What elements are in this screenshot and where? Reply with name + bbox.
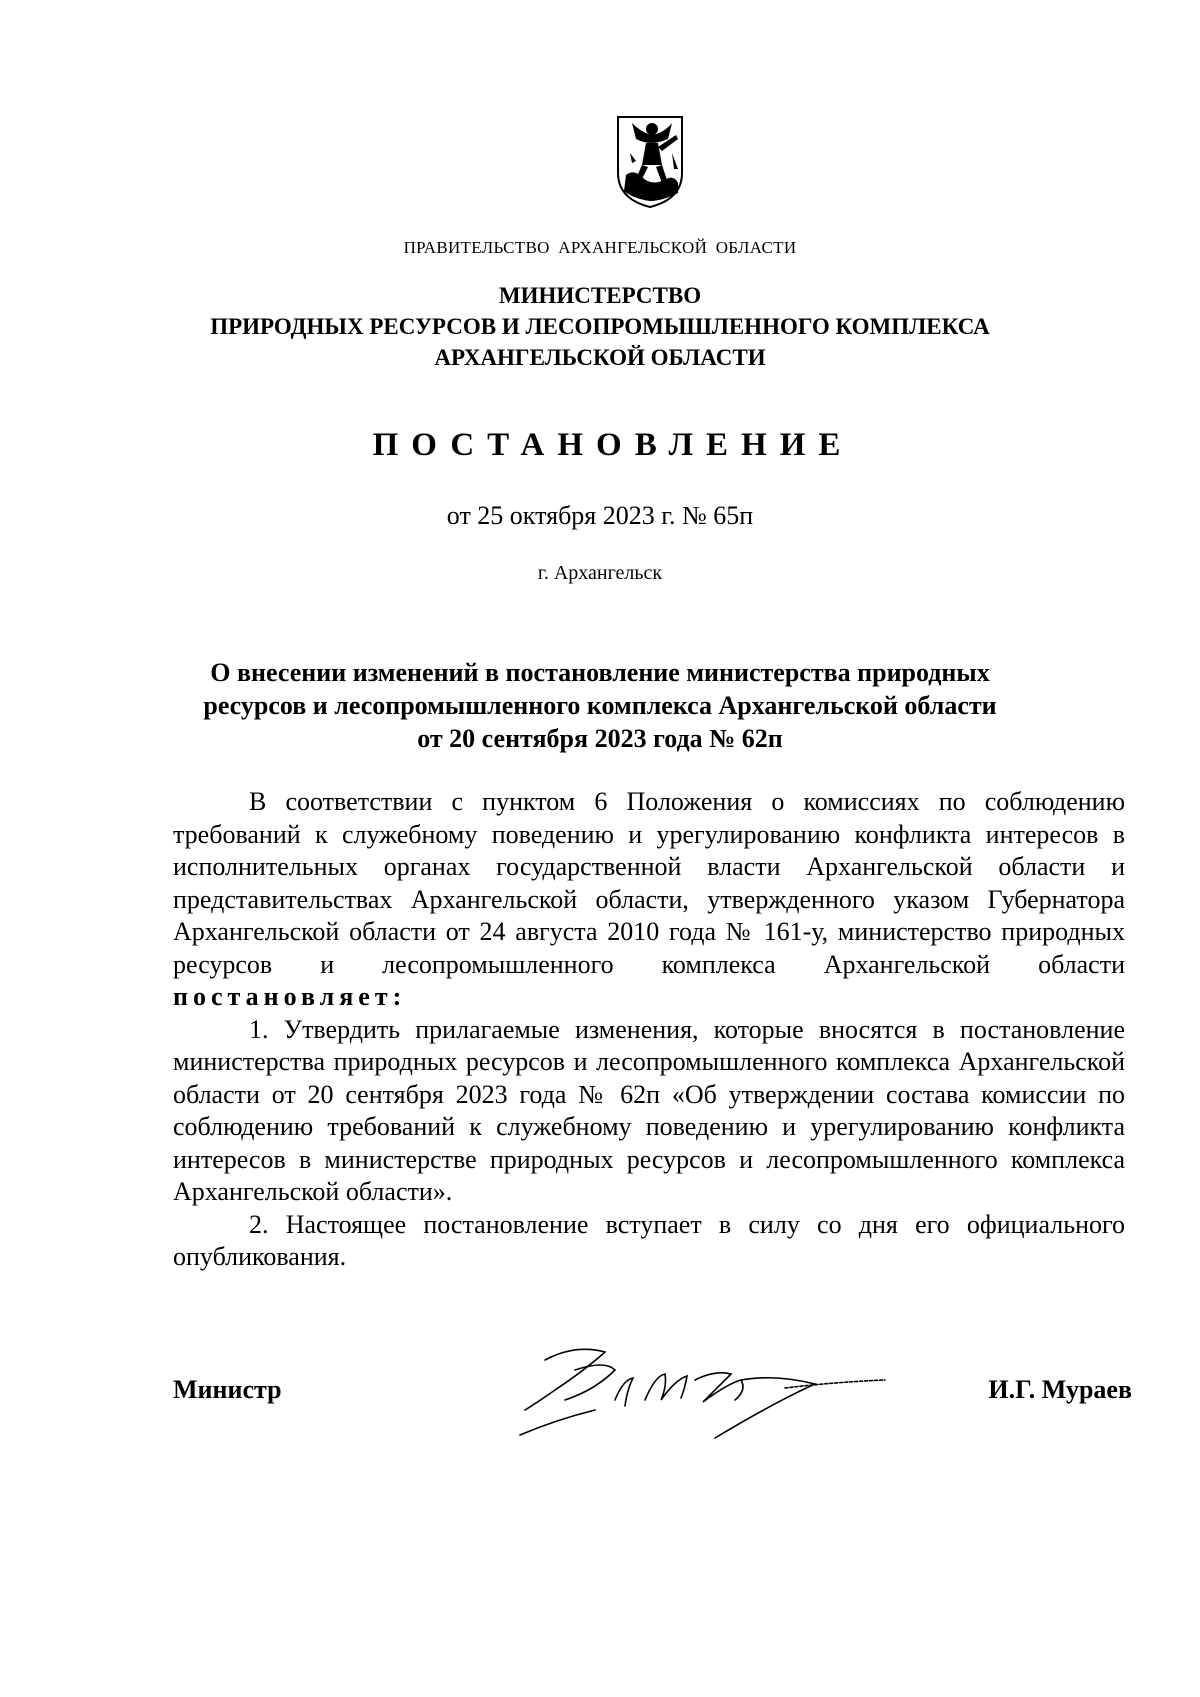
document-type-title: ПОСТАНОВЛЕНИЕ <box>372 427 854 463</box>
ministry-line: ПРИРОДНЫХ РЕСУРСОВ И ЛЕСОПРОМЫШЛЕННОГО КОМПЛЕКСА <box>210 314 990 339</box>
item-2-paragraph: 2. Настоящее постановление вступает в силу со дня его официального опубликования. <box>173 1209 1125 1271</box>
subject-line: ресурсов и лесопромышленного комплекса Архангельской области <box>203 691 997 720</box>
government-name: ПРАВИТЕЛЬСТВО АРХАНГЕЛЬСКОЙ ОБЛАСТИ <box>403 238 797 257</box>
preamble-paragraph <box>173 786 1125 1014</box>
handwritten-signature <box>515 1340 925 1440</box>
preamble-text: В соответствии с пунктом 6 Положения о комиссиях по соблюдению требований к служебному поведению и урегулированию конфликта интересов в исполнительных органах государственной власти Архангельской области и представительствах Архангельской области, утвержденного указом Губернатора Архангельской области от 24 августа 2010 года № 161-у, министерство природных ресурсов и лесопромышленного комплекса Архангельской области <box>173 787 1125 979</box>
signatory-title: Министр <box>173 1375 282 1404</box>
ministry-name <box>0 280 1200 373</box>
decree-word: постановляет: <box>173 982 407 1011</box>
ministry-line: МИНИСТЕРСТВО <box>498 283 702 308</box>
item-1-paragraph: 1. Утвердить прилагаемые изменения, которые вносятся в постановление министерства природных ресурсов и лесопромышленного комплекса Архангельской области от 20 сентября 2023 года № 62п «Об утверждении состава комиссии по соблюдению требований к служебному поведению и урегулированию конфликта интересов в министерстве природных ресурсов и лесопромышленного комплекса Архангельской области». <box>173 1014 1125 1206</box>
subject-line: О внесении изменений в постановление министерства природных <box>210 658 990 687</box>
subject-line: от 20 сентября 2023 года № 62п <box>417 724 783 753</box>
coat-of-arms-emblem <box>612 113 688 209</box>
document-subject <box>0 656 1200 755</box>
signatory-name: И.Г. Мураев <box>988 1375 1132 1404</box>
document-city: г. Архангельск <box>537 562 663 584</box>
document-body <box>173 786 1125 1274</box>
document-date-number: от 25 октября 2023 г. № 65п <box>446 501 754 530</box>
ministry-line: АРХАНГЕЛЬСКОЙ ОБЛАСТИ <box>434 345 766 370</box>
